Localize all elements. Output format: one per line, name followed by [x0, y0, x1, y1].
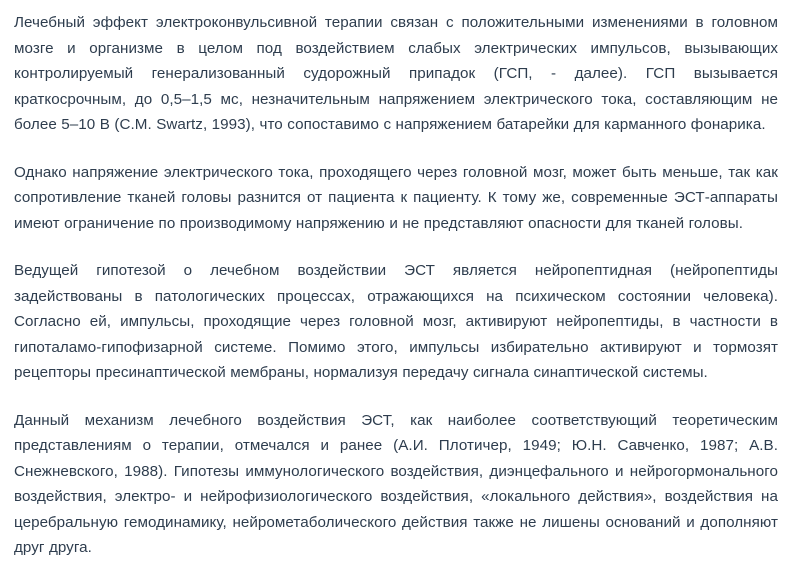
paragraph-3: Ведущей гипотезой о лечебном воздействии ЭСТ является нейропептидная (нейропептиды задействованы в патологических процессах, отражающихся на психическом состоянии человека). Согласно ей, импульсы, проходящие через головной мозг, активируют нейропептиды, в частности в гипоталамо-гипофизарной системе. Помимо этого, импульсы избирательно активируют и тормозят рецепторы пресинаптической мембраны, нормализуя передачу сигнала синаптической системы.	[14, 262, 778, 381]
document-body	[14, 10, 778, 561]
paragraph-4: Данный механизм лечебного воздействия ЭСТ, как наиболее соответствующий теоретическим представлениям о терапии, отмечался и ранее (А.И. Плотичер, 1949; Ю.Н. Савченко, 1987; А.В. Снежневского, 1988). Гипотезы иммунологического воздействия, диэнцефального и нейрогормонального воздействия, электро- и нейрофизиологического воздействия, «локального действия», воздействия на церебральную гемодинамику, нейрометаболического действия также не лишены оснований и дополняют друг друга.	[14, 411, 778, 556]
paragraph-1: Лечебный эффект электроконвульсивной терапии связан с положительными изменениями в головном мозге и организме в целом под воздействием слабых электрических импульсов, вызывающих контролируемый генерализованный судорожный припадок (ГСП, - далее). ГСП вызывается краткосрочным, до 0,5–1,5 мс, незначительным напряжением электрического тока, составляющим не более 5–10 В (С.М. Swartz, 1993), что сопоставимо с напряжением батарейки для карманного фонарика.	[14, 14, 778, 133]
paragraph-2: Однако напряжение электрического тока, проходящего через головной мозг, может быть меньше, так как сопротивление тканей головы разнится от пациента к пациенту. К тому же, современные ЭСТ-аппараты имеют ограничение по производимому напряжению и не представляют опасности для тканей головы.	[14, 163, 778, 232]
